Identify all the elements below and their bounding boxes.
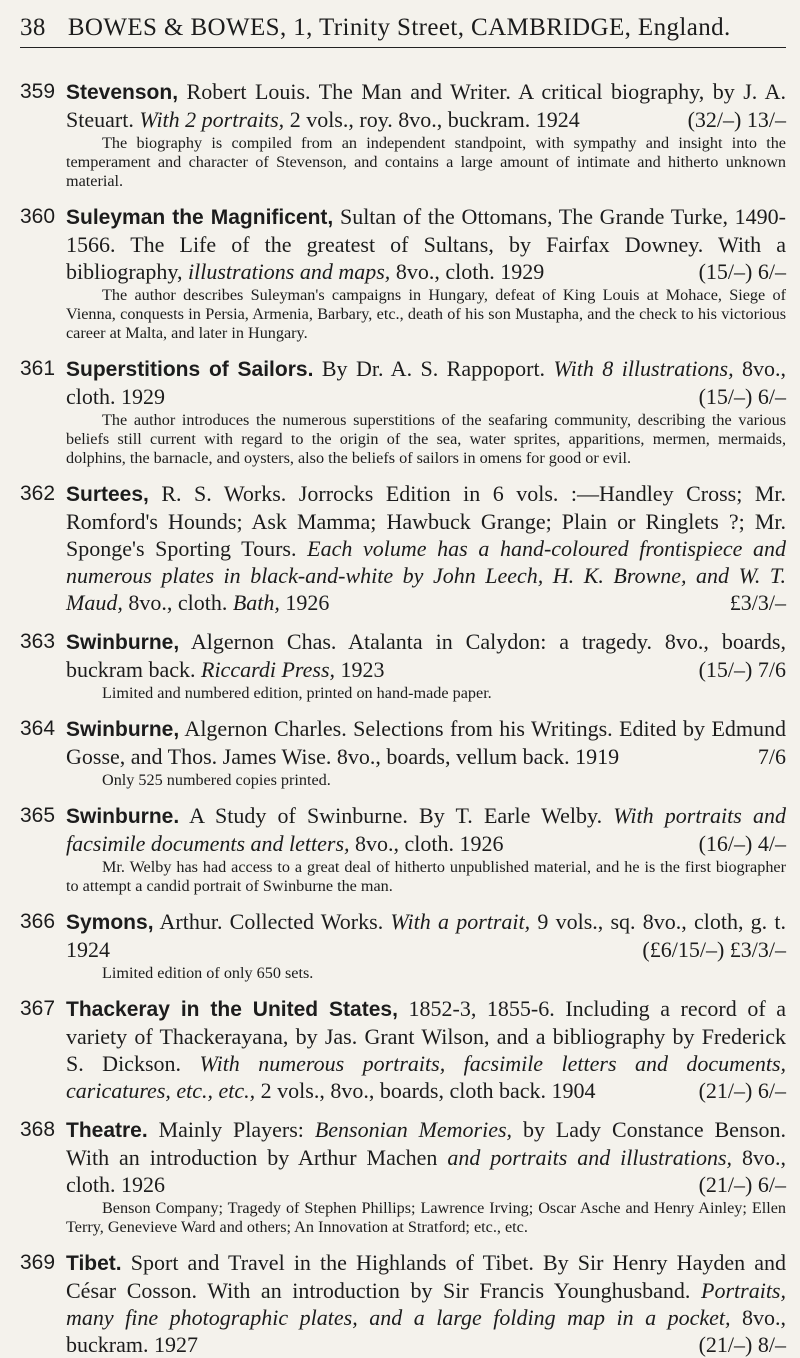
catalogue-entry (20, 908, 786, 983)
entry-text-a: Sport and Travel in the Highlands of Tibet. By Sir Henry Hayden and César Cosson. With an introduction by Sir Francis Younghusband. (66, 1250, 786, 1303)
entry-price: (16/–) 4/– (698, 831, 786, 856)
entry-number: 363 (20, 630, 56, 653)
entry-heading: Swinburne, (66, 631, 180, 654)
entry-note: Limited edition of only 650 sets. (102, 964, 314, 982)
entry-heading: Stevenson, (66, 81, 179, 104)
entry-italic-a: With 8 illustrations, (553, 356, 734, 381)
entry-text-a: Sultan of the Ottomans, The Grande Turke, 1490-1566. The Life of the greatest of Sultans, by Fairfax Downey. With a bibliography, (66, 204, 786, 284)
entry-body (66, 355, 786, 468)
entry-italic-a: Portraits, many fine photographic plates, and a large folding map in a pocket, (66, 1278, 786, 1330)
entry-body (66, 480, 786, 616)
entry-italic-a: With a portrait, (390, 909, 531, 934)
catalogue-entry (20, 715, 786, 790)
entry-text-a: Mainly Players: (147, 1117, 315, 1142)
entry-price: (£6/15/–) £3/3/– (642, 937, 786, 962)
entry-text-a: Arthur. Collected Works. (153, 909, 391, 934)
entry-price: (15/–) 6/– (698, 384, 786, 409)
entry-description (66, 1249, 786, 1358)
entry-heading: Superstitions of Sailors. (66, 358, 314, 381)
entry-note: Mr. Welby has had access to a great deal of hitherto unpublished material, and he is the first biographer to attempt a candid portrait of Swinburne the man. (66, 858, 786, 895)
entry-text-b: 1923 (335, 657, 385, 682)
catalogue-entry (20, 802, 786, 896)
entry-body (66, 1249, 786, 1358)
entry-description (66, 995, 786, 1104)
entry-note: The author describes Suleyman's campaigns in Hungary, defeat of King Louis at Mohace, Siege of Vienna, conquests in Persia, Armenia, Barbary, etc., death of his son Mustapha, and the check to his victorious career at Malta, and later in Hungary. (66, 286, 786, 342)
entry-number: 365 (20, 804, 56, 827)
entry-description (66, 78, 786, 133)
header-text: BOWES & BOWES, 1, Trinity Street, CAMBRIDGE, England. (67, 14, 731, 41)
page-number: 38 (20, 14, 46, 41)
entry-description (66, 628, 786, 683)
entry-heading: Symons, (66, 911, 154, 934)
catalogue-entry (20, 995, 786, 1104)
catalogue-entry (20, 355, 786, 468)
entry-italic-a: With 2 portraits, (139, 107, 285, 132)
entry-text-b: 8vo., cloth. 1929 (390, 259, 545, 284)
entry-body (66, 802, 786, 896)
entry-text-b: 8vo., cloth. (122, 590, 233, 615)
entry-text-b: 8vo., cloth. 1929 (66, 356, 787, 409)
entry-number: 369 (20, 1251, 56, 1274)
catalogue-entry (20, 1116, 786, 1237)
catalogue-entry (20, 1249, 786, 1358)
catalogue-entry (20, 203, 786, 343)
entry-heading: Thackeray in the United States, (66, 998, 398, 1021)
entry-heading: Theatre. (66, 1119, 148, 1142)
entry-text-b: 2 vols., roy. 8vo., buckram. 1924 (284, 107, 580, 132)
entry-italic-a: Riccardi Press, (201, 657, 336, 682)
entry-number: 362 (20, 482, 56, 505)
entry-italic-a: illustrations and maps, (188, 259, 391, 284)
entry-note: The author introduces the numerous superstitions of the seafaring community, describing the various beliefs still current with regard to the origin of the sea, water sprites, apparitions, mermen, mermaids, dolphins, the barnacle, and oysters, also the beliefs of sailors in omens for good or evil. (66, 411, 786, 467)
entry-description (66, 908, 786, 963)
entry-text-c: 8vo., cloth. 1926 (66, 1145, 786, 1197)
entry-text-b: 9 vols., sq. 8vo., cloth, g. t. 1924 (66, 909, 786, 962)
entry-italic-a: With numerous portraits, facsimile letters and documents, caricatures, etc., etc., (66, 1051, 787, 1103)
entry-number: 367 (20, 997, 56, 1020)
entry-italic-b: Bath, (232, 590, 280, 615)
entry-text-a: 1852-3, 1855-6. Including a record of a variety of Thackerayana, by Jas. Grant Wilson, and a bibliography by Frederick S. Dickson. (66, 996, 786, 1076)
entry-description (66, 1116, 786, 1198)
catalogue-entry (20, 628, 786, 703)
entry-body (66, 1116, 786, 1237)
entry-text-c: 1926 (279, 590, 330, 615)
page-header (20, 14, 786, 42)
entry-heading: Tibet. (66, 1252, 122, 1275)
entry-body (66, 715, 786, 790)
entry-text-b: 8vo., cloth. 1926 (349, 831, 504, 856)
catalogue-entries (20, 78, 786, 1358)
entry-price: (21/–) 8/– (698, 1332, 786, 1357)
entry-description (66, 203, 786, 285)
entry-text-a: Algernon Chas. Atalanta in Calydon: a tragedy. 8vo., boards, buckram back. (66, 629, 786, 682)
entry-body (66, 908, 786, 983)
entry-heading: Swinburne. (66, 805, 180, 828)
entry-body (66, 628, 786, 703)
entry-number: 364 (20, 717, 56, 740)
catalogue-entry (20, 480, 786, 616)
entry-body (66, 995, 786, 1104)
entry-number: 359 (20, 80, 56, 103)
entry-price: 7/6 (757, 744, 786, 769)
entry-italic-b: and portraits and illustrations, (447, 1145, 733, 1170)
entry-text-a: R. S. Works. Jorrocks Edition in 6 vols. :—Handley Cross; Mr. Romford's Hounds; Ask Mamma; Hawbuck Grange; Plain or Ringlets ?; Mr. Sponge's Sporting Tours. (66, 481, 786, 561)
entry-number: 360 (20, 205, 56, 228)
entry-price: (21/–) 6/– (698, 1078, 786, 1103)
entry-italic-a: With portraits and facsimile documents and letters, (66, 803, 786, 856)
entry-text-a: By Dr. A. S. Rappoport. (313, 356, 554, 381)
entry-body (66, 78, 786, 191)
entry-number: 361 (20, 357, 56, 380)
entry-italic-a: Bensonian Memories, (314, 1117, 513, 1142)
entry-italic-a: Each volume has a hand-coloured frontispiece and numerous plates in black-and-white by John Leech, H. K. Browne, and W. T. Maud, (66, 536, 786, 615)
entry-note: The biography is compiled from an independent standpoint, with sympathy and insight into the temperament and character of Stevenson, and contains a large amount of intimate and hitherto unknown material. (66, 134, 786, 190)
entry-number: 368 (20, 1118, 56, 1141)
entry-heading: Suleyman the Magnificent, (66, 206, 334, 229)
entry-heading: Swinburne, (66, 718, 180, 741)
entry-price: (15/–) 6/– (698, 259, 786, 284)
entry-text-b: 8vo., buckram. 1927 (66, 1305, 787, 1357)
entry-price: (32/–) 13/– (687, 107, 786, 132)
entry-note: Limited and numbered edition, printed on hand-made paper. (102, 684, 492, 702)
entry-note: Benson Company; Tragedy of Stephen Phillips; Lawrence Irving; Oscar Asche and Henry Ainley; Ellen Terry, Genevieve Ward and others; An Innovation at Stratford; etc., etc. (66, 1199, 786, 1236)
entry-note: Only 525 numbered copies printed. (102, 771, 331, 789)
entry-heading: Surtees, (66, 483, 149, 506)
header-rule (20, 47, 786, 48)
entry-body (66, 203, 786, 343)
entry-text-a: Robert Louis. The Man and Writer. A critical biography, by J. A. Steuart. (66, 79, 786, 132)
entry-text-b: 2 vols., 8vo., boards, cloth back. 1904 (255, 1078, 596, 1103)
entry-description (66, 802, 786, 857)
entry-price: (21/–) 6/– (698, 1172, 786, 1197)
entry-text-b: by Lady Constance Benson. With an introduction by Arthur Machen (66, 1117, 786, 1170)
entry-price: £3/3/– (729, 590, 786, 615)
entry-text-a: A Study of Swinburne. By T. Earle Welby. (179, 803, 614, 828)
entry-description (66, 715, 786, 770)
entry-description (66, 480, 786, 616)
entry-price: (15/–) 7/6 (698, 657, 786, 682)
entry-text-a: Algernon Charles. Selections from his Writings. Edited by Edmund Gosse, and Thos. James Wise. 8vo., boards, vellum back. 1919 (66, 716, 786, 769)
catalogue-entry (20, 78, 786, 191)
entry-description (66, 355, 786, 410)
entry-number: 366 (20, 910, 56, 933)
